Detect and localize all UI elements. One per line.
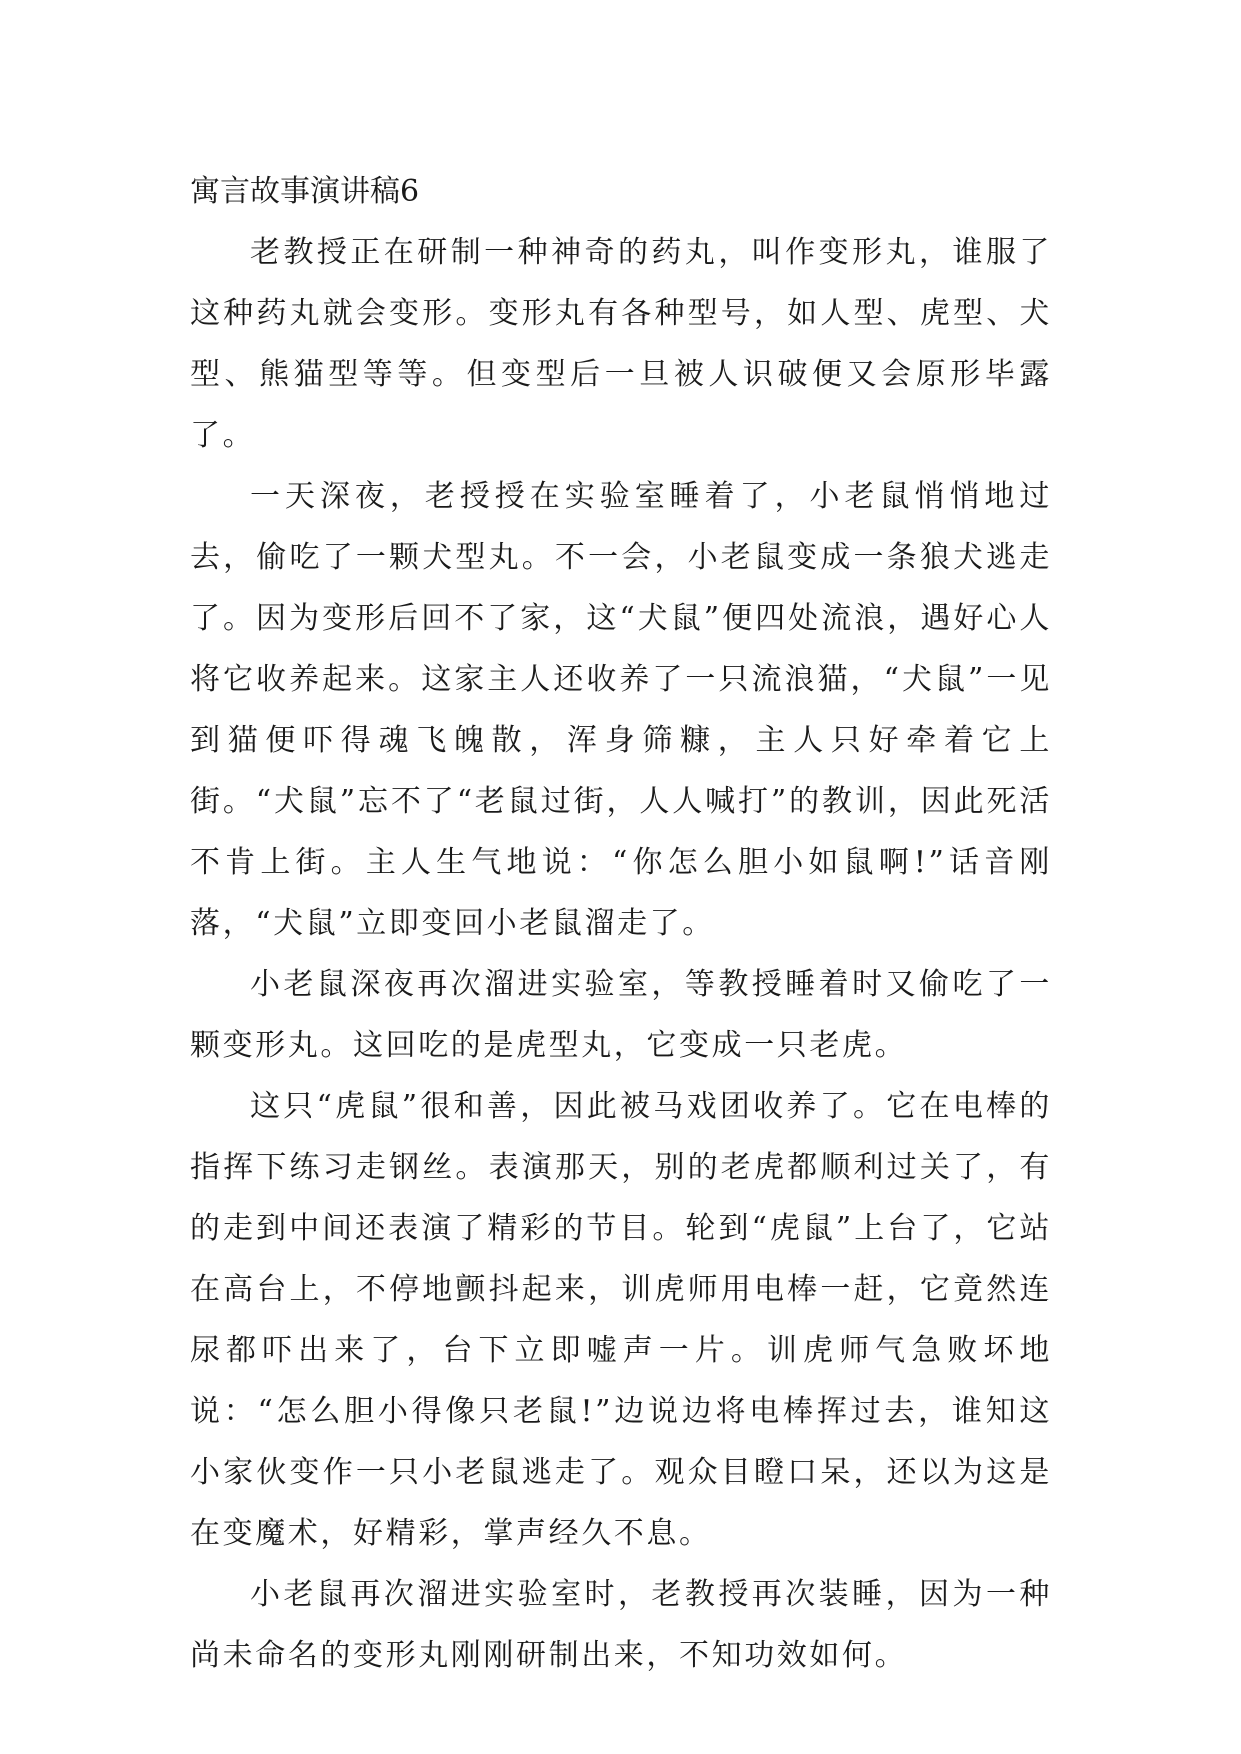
document-title: 寓言故事演讲稿6 <box>190 174 420 209</box>
document-body <box>190 162 1052 1686</box>
paragraph-1: 老教授正在研制一种神奇的药丸，叫作变形丸，谁服了这种药丸就会变形。变形丸有各种型号，如人型、虎型、犬型、熊猫型等等。但变型后一旦被人识破便又会原形毕露了。 <box>190 235 1052 453</box>
paragraph-5: 小老鼠再次溜进实验室时，老教授再次装睡，因为一种尚未命名的变形丸刚刚研制出来，不知功效如何。 <box>190 1577 1052 1673</box>
paragraph-4: 这只“虎鼠”很和善，因此被马戏团收养了。它在电棒的指挥下练习走钢丝。表演那天，别的老虎都顺利过关了，有的走到中间还表演了精彩的节目。轮到“虎鼠”上台了，它站在高台上，不停地颤抖起来，训虎师用电棒一赶，它竟然连尿都吓出来了，台下立即嘘声一片。训虎师气急败坏地说：“怎么胆小得像只老鼠!”边说边将电棒挥过去，谁知这小家伙变作一只小老鼠逃走了。观众目瞪口呆，还以为这是在变魔术，好精彩，掌声经久不息。 <box>190 1089 1052 1551</box>
paragraph-2: 一天深夜，老授授在实验室睡着了，小老鼠悄悄地过去，偷吃了一颗犬型丸。不一会，小老鼠变成一条狼犬逃走了。因为变形后回不了家，这“犬鼠”便四处流浪，遇好心人将它收养起来。这家主人还收养了一只流浪猫，“犬鼠”一见到猫便吓得魂飞魄散，浑身筛糠，主人只好牵着它上街。“犬鼠”忘不了“老鼠过街，人人喊打”的教训，因此死活不肯上街。主人生气地说：“你怎么胆小如鼠啊!”话音刚落，“犬鼠”立即变回小老鼠溜走了。 <box>190 479 1052 941</box>
paragraph-3: 小老鼠深夜再次溜进实验室，等教授睡着时又偷吃了一颗变形丸。这回吃的是虎型丸，它变成一只老虎。 <box>190 967 1052 1063</box>
